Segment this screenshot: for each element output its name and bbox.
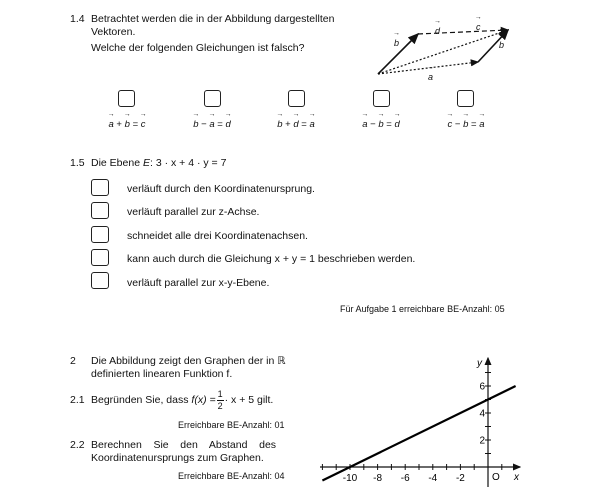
vector-figure xyxy=(370,12,520,87)
task-1-5-checkbox-5[interactable] xyxy=(91,272,109,289)
task-2-2-be: Erreichbare BE-Anzahl: 04 xyxy=(178,471,285,481)
x-tick-label: -2 xyxy=(455,473,465,484)
vector-d xyxy=(418,30,508,34)
y-tick-label: 2 xyxy=(479,435,485,447)
task-1-5-checkbox-3[interactable] xyxy=(91,226,109,243)
task-1-be-note: Für Aufgabe 1 erreichbare BE-Anzahl: 05 xyxy=(340,304,505,314)
task-1-4-checkbox-2[interactable] xyxy=(204,90,221,107)
task-1-4-text-line1: Betrachtet werden die in der Abbildung dargestellten xyxy=(91,13,335,25)
function-graph xyxy=(315,352,535,492)
task-1-5-checkbox-1[interactable] xyxy=(91,179,109,196)
task-1-4-number: 1.4 xyxy=(70,13,85,25)
x-tick-label: -8 xyxy=(373,473,383,484)
x-tick-label: -4 xyxy=(428,473,438,484)
task-1-4-option-5: → c − → b = → a xyxy=(436,119,496,130)
task-1-4-checkbox-3[interactable] xyxy=(288,90,305,107)
vector-label-a: → a xyxy=(428,72,433,82)
task-1-5-option-3: schneidet alle drei Koordinatenachsen. xyxy=(127,230,308,242)
task-2-1-be: Erreichbare BE-Anzahl: 01 xyxy=(178,420,285,430)
task-2-2-line1: Berechnen Sie den Abstand des xyxy=(91,439,277,451)
task-1-4-option-3: → b + → d = → a xyxy=(266,119,326,130)
x-tick-label: -10 xyxy=(342,473,358,484)
task-1-4-checkbox-1[interactable] xyxy=(118,90,135,107)
task-1-5-intro: Die Ebene E: 3 · x + 4 · y = 7 xyxy=(91,157,227,169)
vector-label-c: → c xyxy=(476,22,481,32)
origin-label: O xyxy=(492,472,500,483)
task-1-4-option-4: → a − → b = → d xyxy=(351,119,411,130)
task-1-4-checkbox-4[interactable] xyxy=(373,90,390,107)
vector-label-b-left: → b xyxy=(394,38,399,48)
task-1-5-option-2: verläuft parallel zur z-Achse. xyxy=(127,206,260,218)
task-2-1-text: Begründen Sie, dass f(x) = $\frac{1}{2}$ · x + 5 gilt. xyxy=(91,389,274,411)
task-2-line1: Die Abbildung zeigt den Graphen der in ℝ xyxy=(91,355,286,367)
task-1-5-checkbox-2[interactable] xyxy=(91,202,109,219)
task-1-4-option-2: → b − → a = → d xyxy=(182,119,242,130)
x-tick-label: -6 xyxy=(400,473,410,484)
task-1-4-checkbox-5[interactable] xyxy=(457,90,474,107)
y-tick-label: 4 xyxy=(479,408,485,420)
task-1-4-option-1: → a + → b = → c xyxy=(97,119,157,130)
task-1-5-checkbox-4[interactable] xyxy=(91,249,109,266)
fraction: $\frac{1}{2}$ xyxy=(217,389,223,411)
task-1-5-option-5: verläuft parallel zur x-y-Ebene. xyxy=(127,277,270,289)
task-1-5-option-1: verläuft durch den Koordinatenursprung. xyxy=(127,183,315,195)
task-2-line2: definierten linearen Funktion f. xyxy=(91,368,233,380)
task-1-4-question: Welche der folgenden Gleichungen ist falsch? xyxy=(91,42,305,54)
task-1-5-number: 1.5 xyxy=(70,157,85,169)
task-1-4-text-line2: Vektoren. xyxy=(91,26,136,38)
vector-label-b-right: → b xyxy=(499,40,504,50)
task-2-1-number: 2.1 xyxy=(70,394,85,406)
task-2-2-line2: Koordinatenursprungs zum Graphen. xyxy=(91,452,264,464)
task-2-2-number: 2.2 xyxy=(70,439,85,451)
x-axis-label: x xyxy=(514,472,519,483)
task-2-number: 2 xyxy=(70,355,76,367)
y-tick-label: 6 xyxy=(479,381,485,393)
y-axis-label: y xyxy=(477,358,482,369)
vector-label-d: → d xyxy=(435,26,440,36)
task-1-5-option-4: kann auch durch die Gleichung x + y = 1 beschrieben werden. xyxy=(127,253,416,265)
